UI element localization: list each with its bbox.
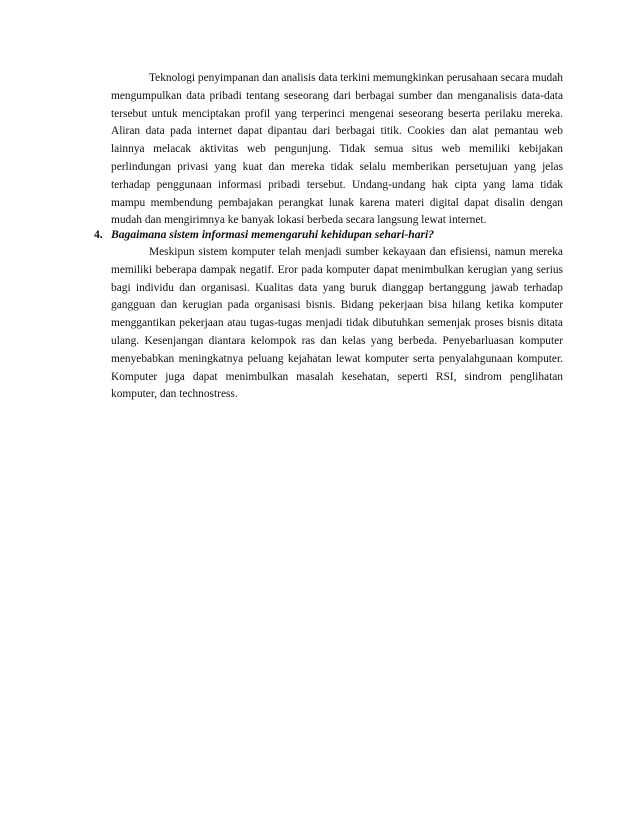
paragraph-data-privacy: Teknologi penyimpanan dan analisis data terkini memungkinkan perusahaan secara mudah mengumpulkan data pribadi tentang seseorang dari berbagai sumber dan menganalisis data-data tersebut untuk menciptakan profil yang terperinci mengenai seseorang beserta perilaku mereka. Aliran data pada internet dapat dipantau dari berbagai titik. Cookies dan alat pemantau web lainnya melacak aktivitas web pengunjung. Tidak semua situs web memiliki kebijakan perlindungan privasi yang kuat dan mereka tidak selalu memberikan persetujuan yang jelas terhadap penggunaan informasi pribadi tersebut. Undang-undang hak cipta yang lama tidak mampu membendung pembajakan perangkat lunak karena materi digital dapat disalin dengan mudah dan mengirimnya ke banyak lokasi berbeda secara langsung lewat internet.	[111, 72, 563, 227]
paragraph-daily-life-impact: Meskipun sistem komputer telah menjadi sumber kekayaan dan efisiensi, namun mereka memiliki beberapa dampak negatif. Eror pada komputer dapat menimbulkan kerugian yang serius bagi individu dan organisasi. Kualitas data yang buruk dianggap bertanggung jawab terhadap gangguan dan kerugian pada organisasi bisnis. Bidang pekerjaan bisa hilang ketika komputer menggantikan pekerjaan atau tugas-tugas menjadi tidak dibutuhkan semenjak proses bisnis ditata ulang. Kesenjangan diantara kelompok ras dan kelas yang berbeda. Penyebarluasan komputer menyebabkan meningkatnya peluang kejahatan lewat komputer serta penyalahgunaan komputer. Komputer juga dapat menimbulkan masalah kesehatan, seperti RSI, sindrom penglihatan komputer, dan technostress.	[111, 246, 563, 401]
question-heading	[94, 226, 564, 244]
question-text: Bagaimana sistem informasi memengaruhi kehidupan sehari-hari?	[111, 228, 435, 241]
question-number: 4.	[94, 228, 103, 241]
